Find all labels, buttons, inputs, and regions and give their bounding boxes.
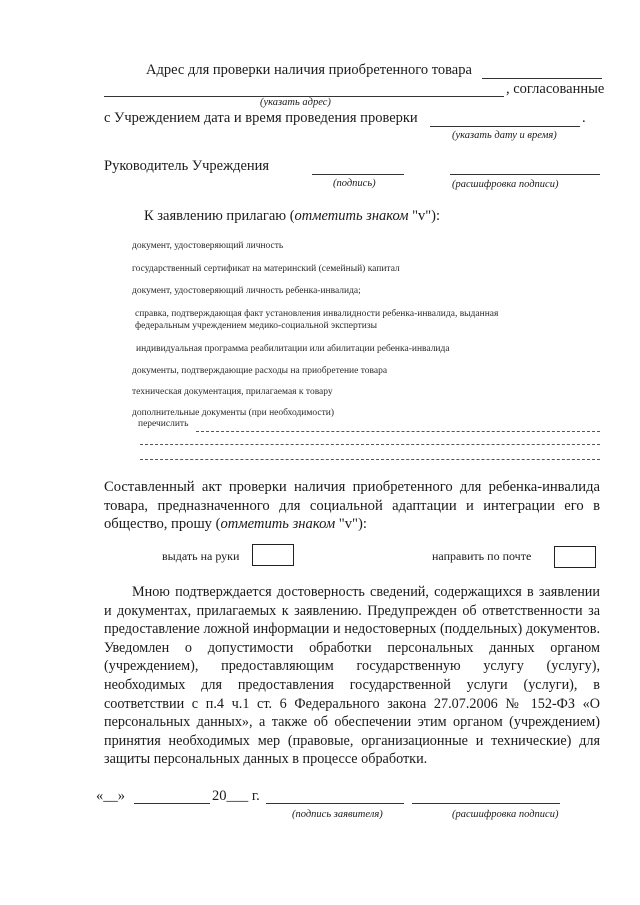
date-time-field-line[interactable] xyxy=(430,126,580,127)
attach-item-child-identity[interactable]: документ, удостоверяющий личность ребенка-инвалида; xyxy=(132,286,361,296)
institution-label: с Учреждением дата и время проведения проверки xyxy=(104,110,418,126)
attach-item-rehab-program[interactable]: индивидуальная программа реабилитации или абилитации ребенка-инвалида xyxy=(136,344,450,354)
list-line-3[interactable] xyxy=(140,459,600,460)
footer-month-line[interactable] xyxy=(134,803,210,804)
date-hint: (указать дату и время) xyxy=(452,130,557,141)
option-hand-checkbox[interactable] xyxy=(252,544,294,566)
institution-dot: . xyxy=(582,110,586,126)
list-line-1[interactable] xyxy=(196,431,600,432)
address-field-line-1[interactable] xyxy=(482,78,602,79)
footer-year: 20___ г. xyxy=(212,788,260,804)
option-mail-label: направить по почте xyxy=(432,549,532,563)
attach-item-certificate[interactable]: государственный сертификат на материнский (семейный) капитал xyxy=(132,264,400,274)
act-instruction: отметить знаком xyxy=(220,516,336,533)
option-mail-checkbox[interactable] xyxy=(554,546,596,568)
applicant-decode-line[interactable] xyxy=(412,803,560,804)
option-hand-label: выдать на руки xyxy=(162,549,240,563)
attach-item-disability-certificate-cont: федеральным учреждением медико-социальной экспертизы xyxy=(135,321,377,331)
attach-item-tech-docs[interactable]: техническая документация, прилагаемая к товару xyxy=(132,387,333,397)
agreed-text: , согласованные xyxy=(506,81,605,97)
address-hint: (указать адрес) xyxy=(260,97,331,108)
attach-item-expense-docs[interactable]: документы, подтверждающие расходы на приобретение товара xyxy=(132,366,388,376)
applicant-signature-line[interactable] xyxy=(266,803,404,804)
attach-instruction: отметить знаком xyxy=(294,208,409,224)
head-decode-line[interactable] xyxy=(450,174,600,175)
applicant-signature-hint: (подпись заявителя) xyxy=(292,809,383,820)
footer-date-open: «__» xyxy=(96,788,125,804)
attach-heading: К заявлению прилагаю (отметить знаком "v"): xyxy=(144,208,441,224)
attach-item-identity[interactable]: документ, удостоверяющий личность xyxy=(132,241,284,251)
head-label: Руководитель Учреждения xyxy=(104,158,270,174)
act-paragraph: Составленный акт проверки наличия приобретенного для ребенка-инвалида товара, предназначенного для социальной адаптации и интеграции его в общество, прошу (отметить знаком "v"): xyxy=(104,479,600,533)
list-label: перечислить xyxy=(138,419,189,429)
head-signature-line[interactable] xyxy=(312,174,404,175)
applicant-decode-hint: (расшифровка подписи) xyxy=(452,809,559,820)
address-label: Адрес для проверки наличия приобретенного товара xyxy=(146,62,472,78)
head-decode-hint: (расшифровка подписи) xyxy=(452,179,559,190)
confirmation-paragraph: Мною подтверждается достоверность сведений, содержащихся в заявлении и документах, прилагаемых к заявлению. Предупрежден об ответственности за предоставление ложной информации и недостоверных (поддельных) документов. Уведомлен о допустимости обработки персональных данных органом (учреждением), предоставляющим государственную услугу (услугу), необходимых для предоставления государственной услуги (услуги), в соответствии с п.4 ч.1 ст. 6 Федерального закона 27.07.2006 № 152-ФЗ «О персональных данных», а также об обеспечении этим органом (учреждением) принятия необходимых мер (правовые, организационные и технические) для защиты персональных данных в процессе обработки. xyxy=(104,584,600,768)
list-line-2[interactable] xyxy=(140,444,600,445)
attach-item-disability-certificate[interactable]: справка, подтверждающая факт установления инвалидности ребенка-инвалида, выданная xyxy=(135,309,499,319)
head-signature-hint: (подпись) xyxy=(333,178,376,189)
attach-item-additional-docs[interactable]: дополнительные документы (при необходимости) xyxy=(132,408,334,418)
